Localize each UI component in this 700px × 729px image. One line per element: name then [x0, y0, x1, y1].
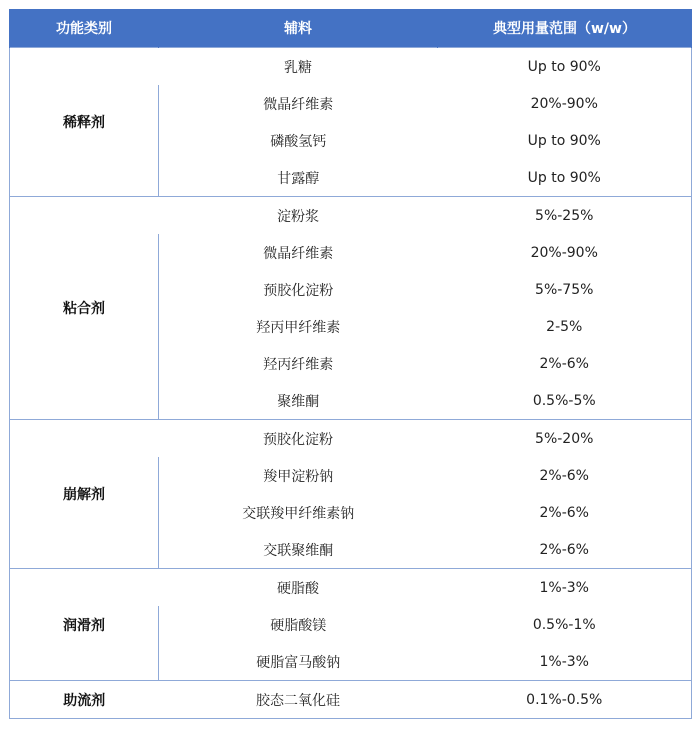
table-row [10, 569, 692, 607]
range-cell: 5%-20% [438, 420, 692, 458]
excipient-cell: 羧甲淀粉钠 [159, 457, 438, 494]
category-cell: 助流剂 [10, 681, 159, 719]
range-cell: 2%-6% [438, 457, 692, 494]
range-cell: 2%-6% [438, 494, 692, 531]
excipient-cell: 羟丙纤维素 [159, 345, 438, 382]
category-cell: 粘合剂 [10, 197, 159, 420]
excipient-cell: 乳糖 [159, 48, 438, 86]
range-cell: Up to 90% [438, 48, 692, 86]
excipient-cell: 交联聚维酮 [159, 531, 438, 569]
header-category: 功能类别 [10, 9, 159, 48]
table-row [10, 420, 692, 458]
range-cell: 2%-6% [438, 531, 692, 569]
range-cell: 2%-6% [438, 345, 692, 382]
excipient-cell: 硬脂富马酸钠 [159, 643, 438, 681]
range-cell: 20%-90% [438, 85, 692, 122]
category-cell: 润滑剂 [10, 569, 159, 681]
range-cell: 5%-25% [438, 197, 692, 235]
excipient-cell: 微晶纤维素 [159, 234, 438, 271]
table-header [10, 9, 692, 48]
excipient-cell: 羟丙甲纤维素 [159, 308, 438, 345]
table-body [10, 48, 692, 719]
range-cell: 20%-90% [438, 234, 692, 271]
range-cell: 5%-75% [438, 271, 692, 308]
excipient-cell: 甘露醇 [159, 159, 438, 197]
table-row [10, 48, 692, 86]
excipient-table [9, 9, 692, 719]
table-row [10, 681, 692, 719]
excipient-cell: 胶态二氧化硅 [159, 681, 438, 719]
excipient-table-container [9, 9, 691, 719]
range-cell: 0.1%-0.5% [438, 681, 692, 719]
excipient-cell: 聚维酮 [159, 382, 438, 420]
header-row [10, 9, 692, 48]
excipient-cell: 淀粉浆 [159, 197, 438, 235]
range-cell: Up to 90% [438, 159, 692, 197]
excipient-cell: 硬脂酸镁 [159, 606, 438, 643]
header-range: 典型用量范围（w/w） [438, 9, 692, 48]
range-cell: 1%-3% [438, 569, 692, 607]
range-cell: 2-5% [438, 308, 692, 345]
range-cell: 0.5%-1% [438, 606, 692, 643]
excipient-cell: 交联羧甲纤维素钠 [159, 494, 438, 531]
range-cell: 1%-3% [438, 643, 692, 681]
excipient-cell: 预胶化淀粉 [159, 271, 438, 308]
category-cell: 稀释剂 [10, 48, 159, 197]
range-cell: 0.5%-5% [438, 382, 692, 420]
excipient-cell: 微晶纤维素 [159, 85, 438, 122]
excipient-cell: 磷酸氢钙 [159, 122, 438, 159]
header-excipient: 辅料 [159, 9, 438, 48]
range-cell: Up to 90% [438, 122, 692, 159]
excipient-cell: 硬脂酸 [159, 569, 438, 607]
category-cell: 崩解剂 [10, 420, 159, 569]
excipient-cell: 预胶化淀粉 [159, 420, 438, 458]
table-row [10, 197, 692, 235]
